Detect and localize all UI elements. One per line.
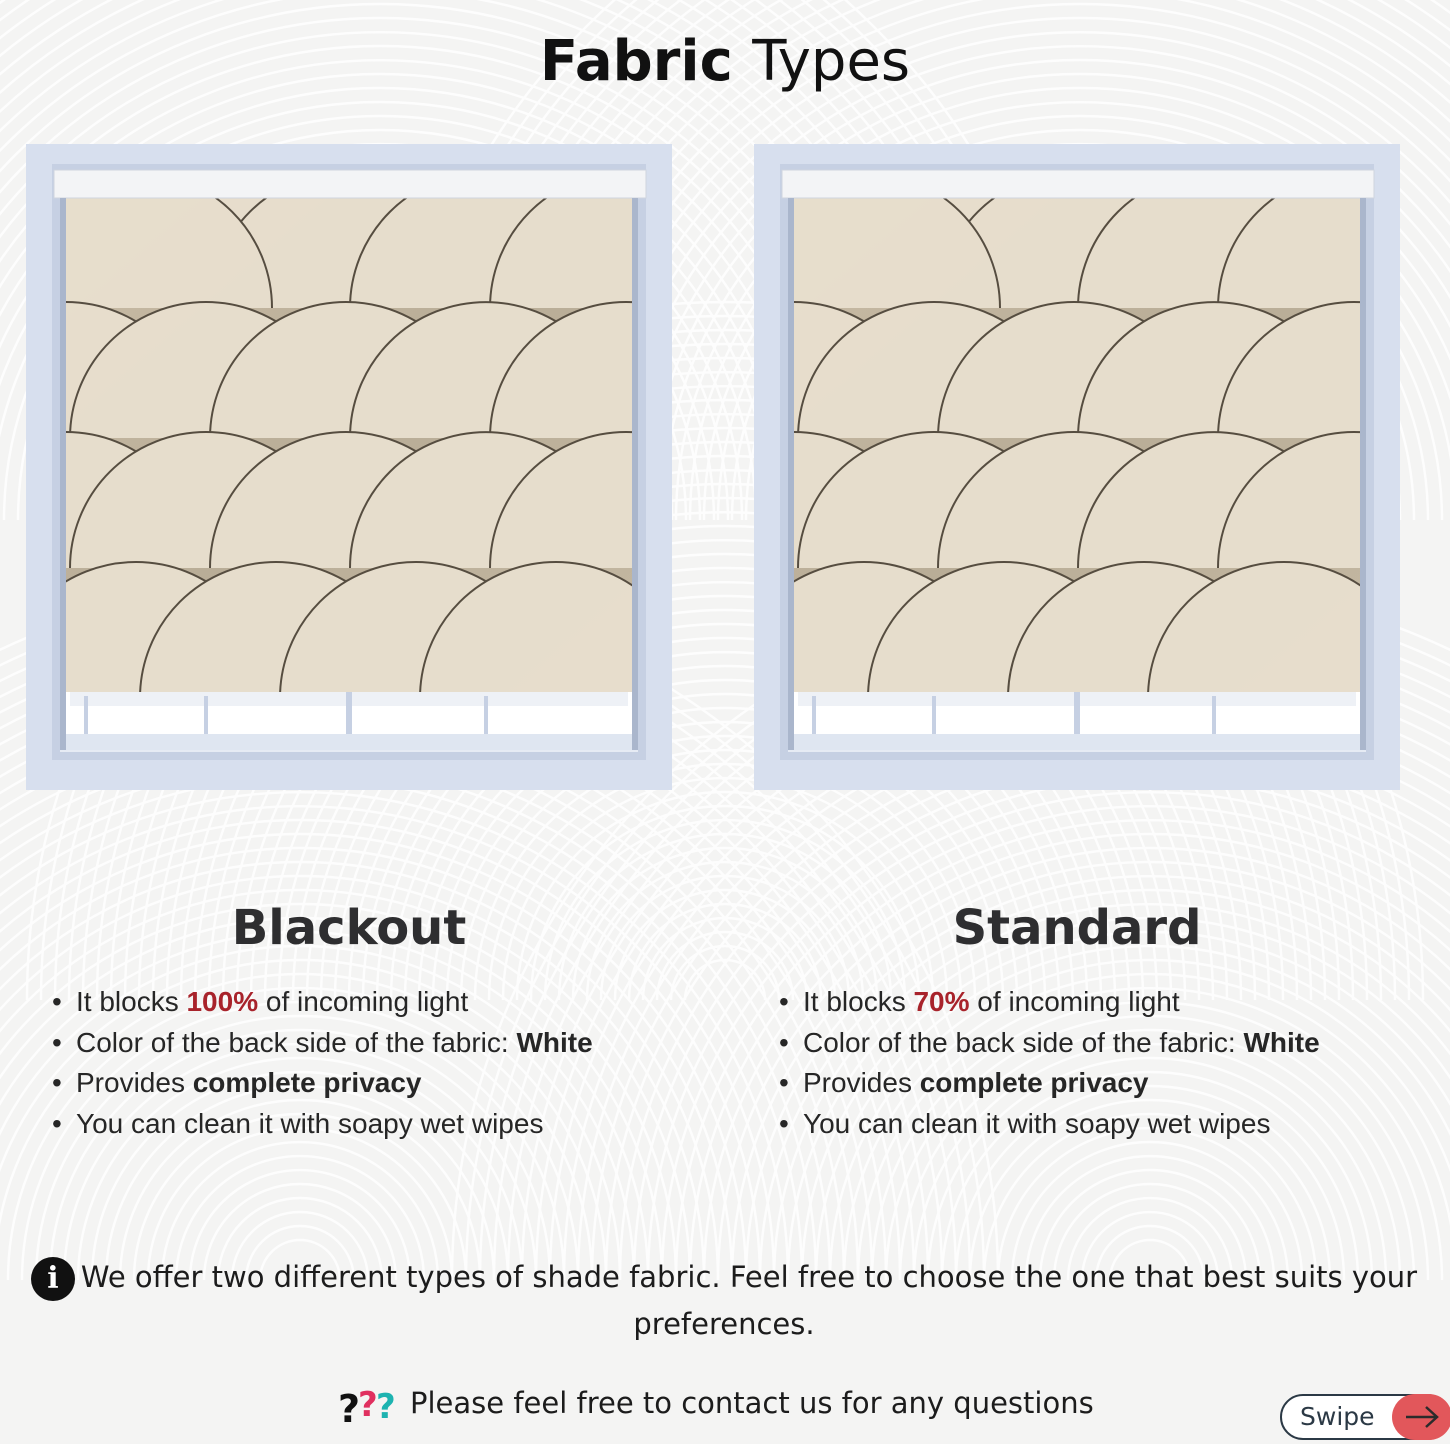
feature-item: • You can clean it with soapy wet wipes bbox=[779, 1107, 1271, 1139]
svg-text:?: ? bbox=[358, 1385, 378, 1425]
feature-item: • Color of the back side of the fabric: White bbox=[779, 1026, 1320, 1058]
blackout-heading: Blackout bbox=[231, 900, 467, 956]
info-note bbox=[24, 1254, 1424, 1347]
feature-item: • Color of the back side of the fabric: White bbox=[52, 1026, 593, 1058]
feature-item: • It blocks 70% of incoming light bbox=[779, 986, 1180, 1017]
feature-item: • Provides complete privacy bbox=[52, 1067, 422, 1098]
svg-text:?: ? bbox=[338, 1387, 361, 1428]
page-title bbox=[0, 28, 1450, 96]
contact-note bbox=[338, 1380, 1094, 1426]
question-marks-icon bbox=[338, 1382, 402, 1428]
page-title-light: Types bbox=[752, 29, 911, 94]
contact-text: Please feel free to contact us for any questions bbox=[410, 1386, 1094, 1420]
feature-item: • It blocks 100% of incoming light bbox=[52, 986, 469, 1017]
info-text: We offer two different types of shade fabric. Feel free to choose the one that best suits your preferences. bbox=[80, 1260, 1418, 1341]
blackout-feature-list bbox=[52, 982, 593, 1144]
info-icon: i bbox=[31, 1257, 75, 1301]
standard-shade-image bbox=[754, 144, 1400, 790]
swipe-button[interactable] bbox=[1280, 1394, 1450, 1440]
standard-feature-list bbox=[779, 982, 1320, 1144]
svg-text:?: ? bbox=[376, 1387, 396, 1427]
arrow-right-icon bbox=[1392, 1394, 1450, 1440]
blackout-shade-image bbox=[26, 144, 672, 790]
standard-heading: Standard bbox=[952, 900, 1202, 956]
page-title-bold: Fabric bbox=[539, 29, 733, 94]
feature-item: • You can clean it with soapy wet wipes bbox=[52, 1107, 544, 1139]
swipe-label: Swipe bbox=[1300, 1402, 1375, 1431]
feature-item: • Provides complete privacy bbox=[779, 1067, 1149, 1098]
